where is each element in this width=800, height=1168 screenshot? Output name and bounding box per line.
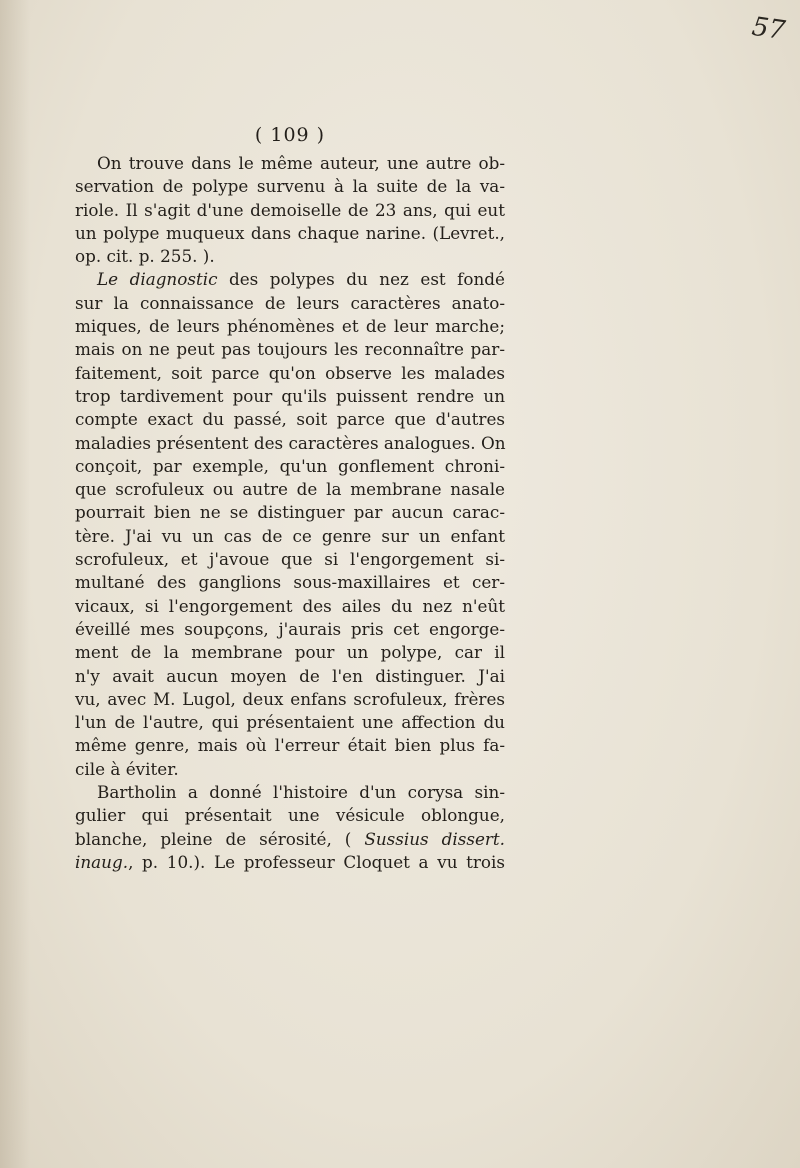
text-line: vicaux, si l'engorgement des ailes du nez n'eût — [75, 595, 505, 616]
italic-citation: inaug. — [75, 851, 129, 872]
text-line — [75, 828, 505, 851]
gutter-shadow — [0, 0, 30, 1168]
text-line: Bartholin a donné l'histoire d'un corysa sin- — [97, 782, 505, 803]
text-run: des polypes du nez est fondé — [228, 269, 505, 290]
text-line: un polype muqueux dans chaque narine. (Levret., — [75, 222, 505, 243]
text-line: trop tardivement pour qu'ils puissent rendre un — [75, 385, 505, 406]
text-line: conçoit, par exemple, qu'un gonflement chroni- — [75, 455, 505, 476]
text-line: compte exact du passé, soit parce que d'autres — [75, 409, 505, 430]
paragraph — [75, 781, 505, 874]
body-text — [75, 152, 505, 874]
text-line: miques, de leurs phénomènes et de leur marche; — [75, 316, 505, 337]
text-line: maladies présentent des caractères analogues. On — [75, 432, 506, 453]
text-line: l'un de l'autre, qui présentaient une affection du — [75, 712, 505, 733]
text-line: faitement, soit parce qu'on observe les malades — [75, 362, 505, 383]
text-run: blanche, pleine de sérosité, ( — [75, 828, 352, 849]
text-line: scrofuleux, et j'avoue que si l'engorgement si- — [75, 549, 505, 570]
paragraph — [75, 152, 505, 268]
text-line: ment de la membrane pour un polype, car il — [75, 642, 505, 663]
italic-citation: Sussius dissert. — [364, 828, 505, 849]
text-line: On trouve dans le même auteur, une autre ob- — [97, 153, 505, 173]
text-line: op. cit. p. 255. ). — [75, 246, 215, 267]
text-line — [75, 268, 505, 291]
text-line: riole. Il s'agit d'une demoiselle de 23 ans, qui eut — [75, 199, 505, 220]
text-line: n'y avait aucun moyen de l'en distinguer. J'ai — [75, 665, 505, 686]
text-line: sur la connaissance de leurs caractères anato- — [75, 292, 505, 313]
text-line: pourrait bien ne se distinguer par aucun carac- — [75, 502, 505, 523]
text-line: que scrofuleux ou autre de la membrane nasale — [75, 479, 505, 500]
text-line: servation de polype survenu à la suite de la va- — [75, 176, 505, 197]
text-line: vu, avec M. Lugol, deux enfans scrofuleux, frères — [75, 688, 505, 709]
page-number: ( 109 ) — [254, 124, 326, 146]
text-run: , p. 10.). Le professeur Cloquet a vu trois — [128, 851, 505, 872]
text-line — [75, 851, 505, 874]
paragraph — [75, 268, 505, 781]
text-line: gulier qui présentait une vésicule oblongue, — [75, 805, 505, 826]
text-line: multané des ganglions sous-maxillaires et cer- — [75, 572, 505, 593]
folio-mark: 57 — [750, 11, 788, 47]
text-line: mais on ne peut pas toujours les reconnaître par- — [75, 339, 505, 360]
text-line: tère. J'ai vu un cas de ce genre sur un enfant — [75, 525, 505, 546]
italic-lead: Le diagnostic — [97, 269, 218, 290]
text-line: même genre, mais où l'erreur était bien plus fa- — [75, 735, 505, 756]
text-line: éveillé mes soupçons, j'aurais pris cet engorge- — [75, 618, 505, 639]
text-line: cile à éviter. — [75, 758, 179, 779]
